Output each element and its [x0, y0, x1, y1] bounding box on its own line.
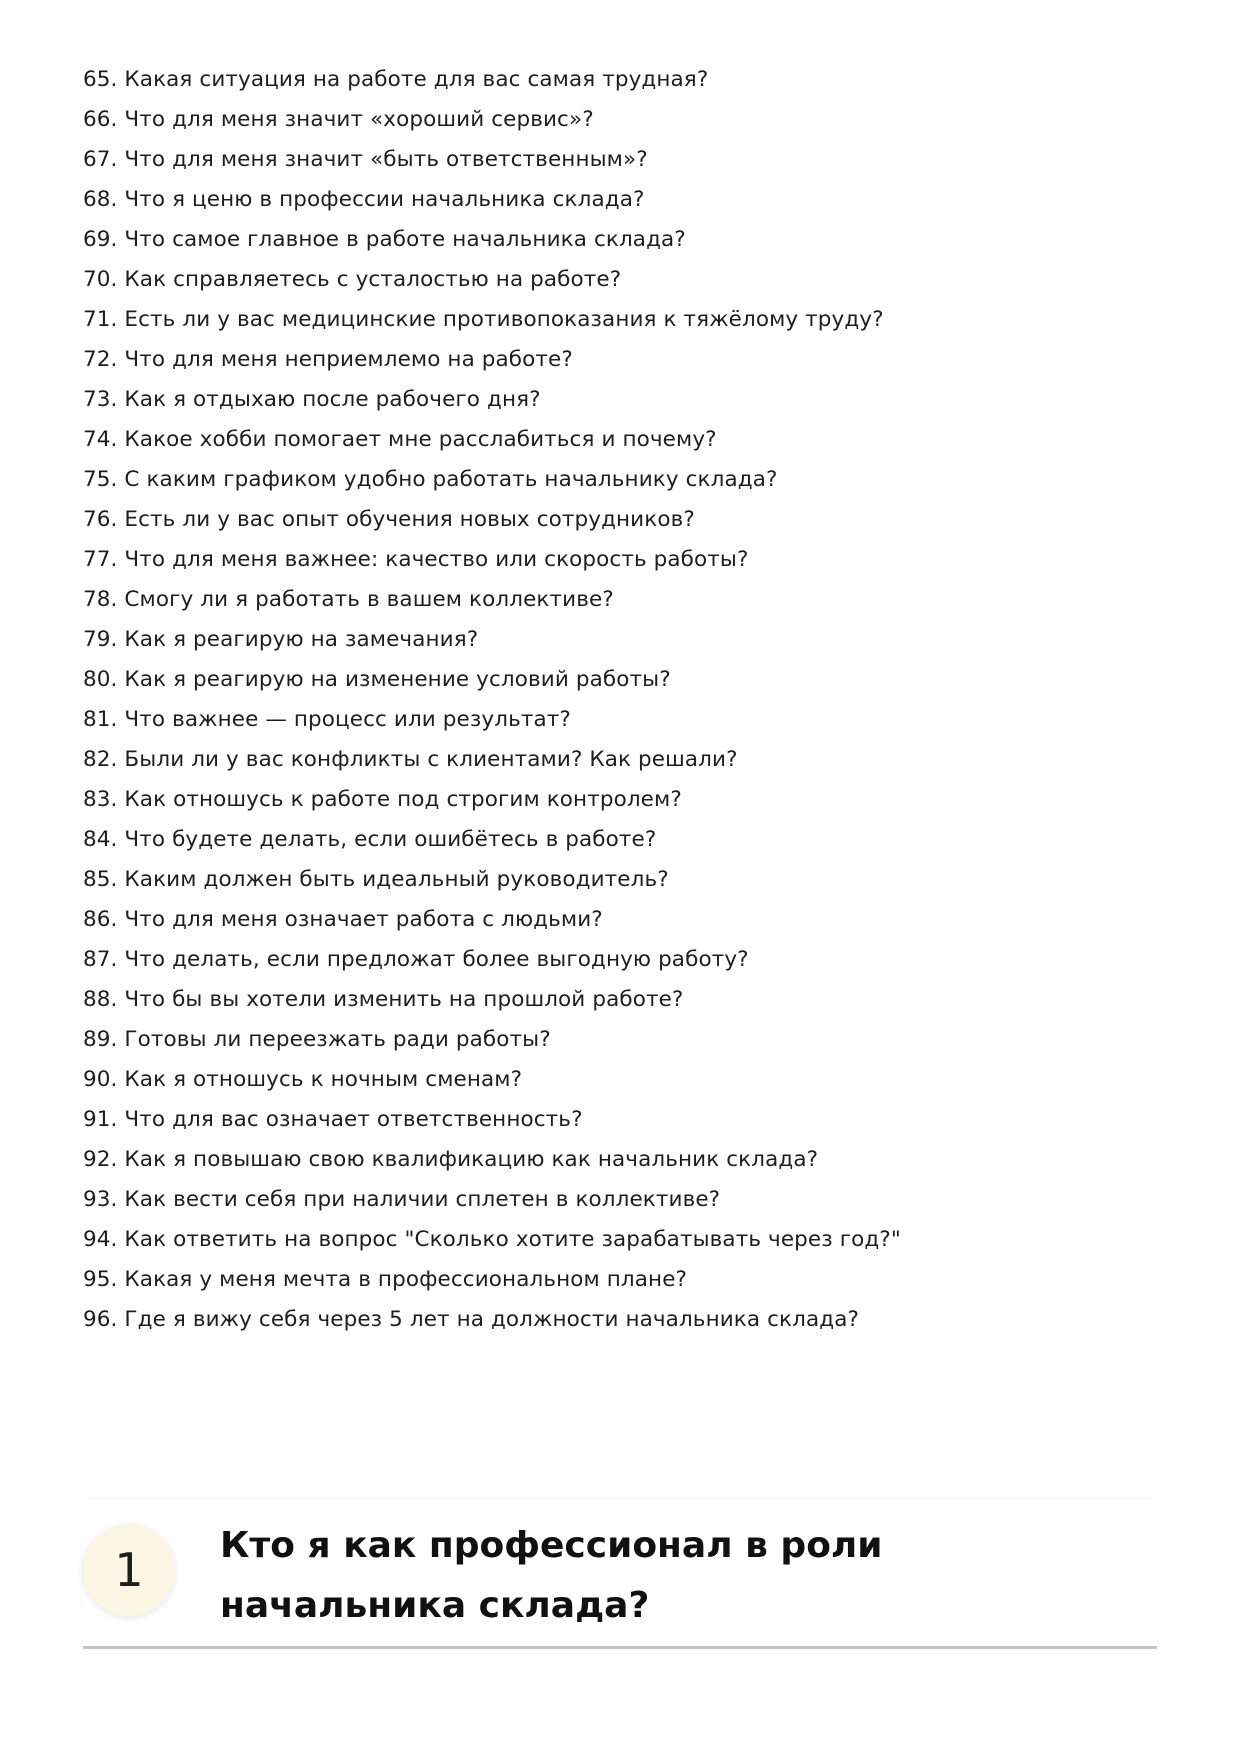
question-item: 68. Что я ценю в профессии начальника склада? [83, 187, 645, 212]
question-item: 96. Где я вижу себя через 5 лет на должности начальника склада? [83, 1307, 859, 1332]
question-item: 72. Что для меня неприемлемо на работе? [83, 347, 573, 372]
question-item: 74. Какое хобби помогает мне расслабиться и почему? [83, 427, 717, 452]
question-item: 89. Готовы ли переезжать ради работы? [83, 1027, 551, 1052]
question-item: 79. Как я реагирую на замечания? [83, 627, 479, 652]
question-item: 69. Что самое главное в работе начальника склада? [83, 227, 686, 252]
question-item: 85. Каким должен быть идеальный руководитель? [83, 867, 669, 892]
question-item: 87. Что делать, если предложат более выгодную работу? [83, 947, 749, 972]
question-list [83, 60, 1183, 1340]
question-item: 90. Как я отношусь к ночным сменам? [83, 1067, 523, 1092]
question-item: 83. Как отношусь к работе под строгим контролем? [83, 787, 682, 812]
question-item: 66. Что для меня значит «хороший сервис»? [83, 107, 594, 132]
section-number-badge: 1 [83, 1524, 175, 1616]
question-item: 71. Есть ли у вас медицинские противопоказания к тяжёлому труду? [83, 307, 884, 332]
question-item: 77. Что для меня важнее: качество или скорость работы? [83, 547, 749, 572]
question-item: 86. Что для меня означает работа с людьми? [83, 907, 603, 932]
question-item: 84. Что будете делать, если ошибётесь в работе? [83, 827, 657, 852]
question-item: 80. Как я реагирую на изменение условий работы? [83, 667, 671, 692]
section-divider [83, 1646, 1157, 1649]
question-item: 73. Как я отдыхаю после рабочего дня? [83, 387, 541, 412]
question-item: 93. Как вести себя при наличии сплетен в коллективе? [83, 1187, 721, 1212]
question-item: 92. Как я повышаю свою квалификацию как начальник склада? [83, 1147, 819, 1172]
question-item: 82. Были ли у вас конфликты с клиентами? Как решали? [83, 747, 738, 772]
question-item: 81. Что важнее — процесс или результат? [83, 707, 571, 732]
question-item: 95. Какая у меня мечта в профессиональном плане? [83, 1267, 688, 1292]
question-item: 91. Что для вас означает ответственность? [83, 1107, 583, 1132]
question-item: 65. Какая ситуация на работе для вас самая трудная? [83, 67, 709, 92]
question-item: 70. Как справляетесь с усталостью на работе? [83, 267, 622, 292]
question-item: 94. Как ответить на вопрос "Сколько хотите зарабатывать через год?" [83, 1227, 901, 1252]
question-item: 78. Смогу ли я работать в вашем коллективе? [83, 587, 614, 612]
question-item: 76. Есть ли у вас опыт обучения новых сотрудников? [83, 507, 695, 532]
question-item: 75. С каким графиком удобно работать начальнику склада? [83, 467, 778, 492]
question-item: 67. Что для меня значит «быть ответственным»? [83, 147, 648, 172]
question-item: 88. Что бы вы хотели изменить на прошлой работе? [83, 987, 684, 1012]
section-title: Кто я как профессионал в роли начальника склада? [220, 1525, 883, 1626]
